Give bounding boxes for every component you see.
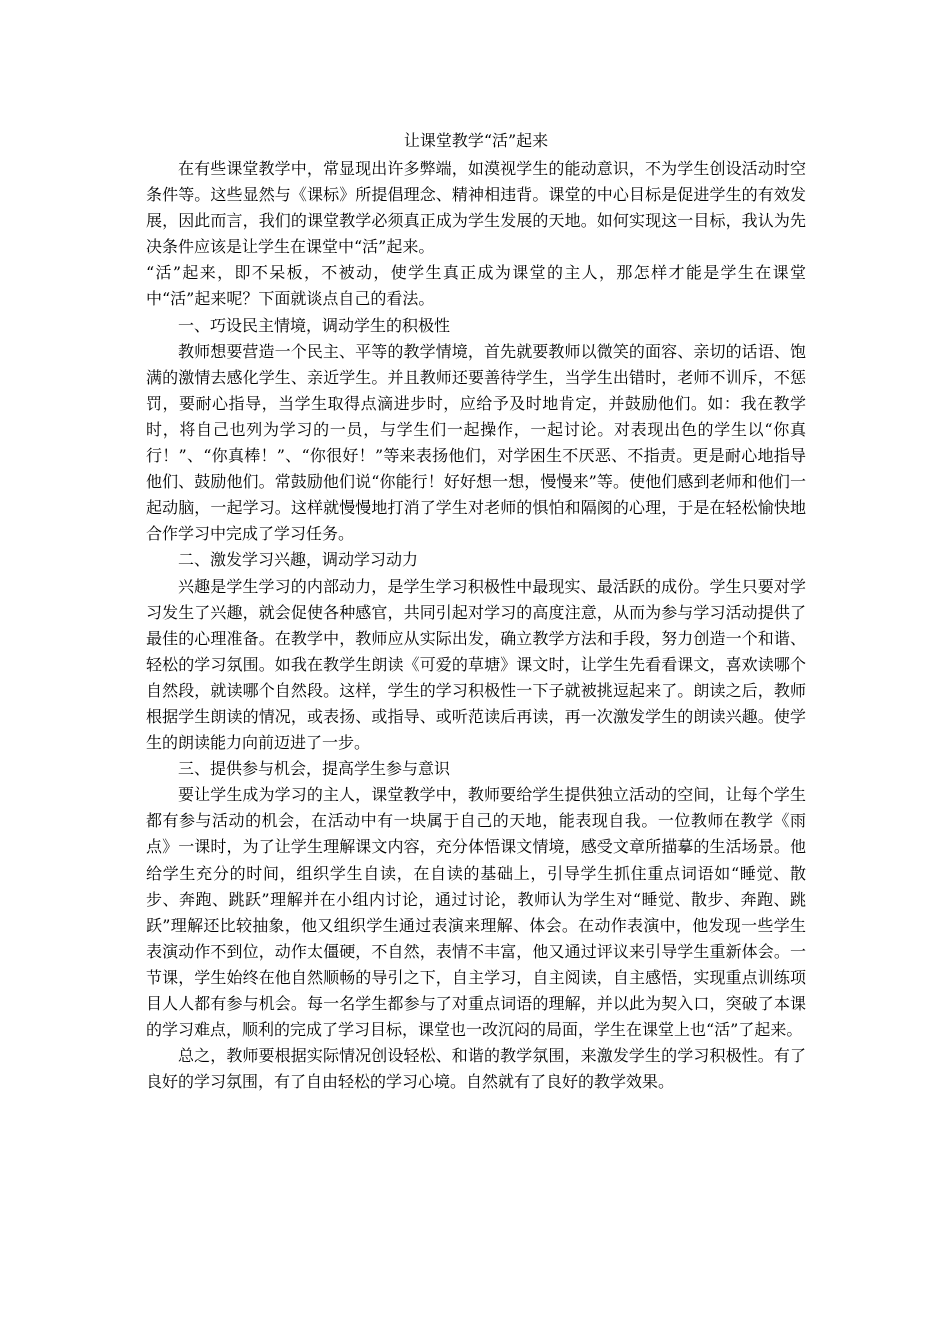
- paragraph: 要让学生成为学习的主人，课堂教学中，教师要给学生提供独立活动的空间，让每个学生都有参与活动的机会，在活动中有一块属于自己的天地，能表现自我。一位教师在教学《雨点》一课时，为了让学生理解课文内容，充分体悟课文情境，感受文章所描摹的生活场景。他给学生充分的时间，组织学生自读，在自读的基础上，引导学生抓住重点词语如“睡觉、散步、奔跑、跳跃”理解并在小组内讨论，通过讨论，教师认为学生对“睡觉、散步、奔跑、跳跃”理解还比较抽象，他又组织学生通过表演来理解、体会。在动作表演中，他发现一些学生表演动作不到位，动作太僵硬，不自然，表情不丰富，他又通过评议来引导学生重新体会。一节课，学生始终在他自然顺畅的导引之下，自主学习，自主阅读，自主感悟，实现重点训练项目人人都有参与机会。每一名学生都参与了对重点词语的理解，并以此为契入口，突破了本课的学习难点，顺利的完成了学习目标，课堂也一改沉闷的局面，学生在课堂上也“活”了起来。: [146, 785, 806, 1040]
- paragraph: 在有些课堂教学中，常显现出许多弊端，如漠视学生的能动意识，不为学生创设活动时空条件等。这些显然与《课标》所提倡理念、精神相违背。课堂的中心目标是促进学生的有效发展，因此而言，我们的课堂教学必须真正成为学生发展的天地。如何实现这一目标，我认为先决条件应该是让学生在课堂中“活”起来。: [146, 159, 806, 257]
- paragraph: 教师想要营造一个民主、平等的教学情境，首先就要教师以微笑的面容、亲切的话语、饱满的激情去感化学生、亲近学生。并且教师还要善待学生，当学生出错时，老师不训斥，不惩罚，要耐心指导，当学生取得点滴进步时，应给予及时地肯定，并鼓励他们。如：我在教学时，将自己也列为学习的一员，与学生们一起操作，一起讨论。对表现出色的学生以“你真行！”、“你真棒！”、“你很好！”等来表扬他们，对学困生不厌恶、不指责。更是耐心地指导他们、鼓励他们。常鼓励他们说“你能行！好好想一想，慢慢来”等。使他们感到老师和他们一起动脑，一起学习。这样就慢慢地打消了学生对老师的惧怕和隔阂的心理，于是在轻松愉快地合作学习中完成了学习任务。: [146, 341, 806, 544]
- paragraph: 兴趣是学生学习的内部动力，是学生学习积极性中最现实、最活跃的成份。学生只要对学习发生了兴趣，就会促使各种感官，共同引起对学习的高度注意，从而为参与学习活动提供了最佳的心理准备。在教学中，教师应从实际出发，确立教学方法和手段，努力创造一个和谐、轻松的学习氛围。如我在教学生朗读《可爱的草塘》课文时，让学生先看看课文，喜欢读哪个自然段，就读哪个自然段。这样，学生的学习积极性一下子就被挑逗起来了。朗读之后，教师根据学生朗读的情况，或表扬、或指导、或听范读后再读，再一次激发学生的朗读兴趣。使学生的朗读能力向前迈进了一步。: [146, 576, 806, 753]
- document-page: [146, 128, 806, 1095]
- paragraph: “活”起来，即不呆板，不被动，使学生真正成为课堂的主人，那怎样才能是学生在课堂中“活”起来呢？下面就谈点自己的看法。: [146, 263, 806, 309]
- document-body: [146, 156, 806, 1095]
- paragraph: 一、巧设民主情境，调动学生的积极性: [178, 315, 451, 335]
- paragraph: 二、激发学习兴趣，调动学习动力: [178, 550, 419, 570]
- paragraph: 总之，教师要根据实际情况创设轻松、和谐的教学氛围，来激发学生的学习积极性。有了良好的学习氛围，有了自由轻松的学习心境。自然就有了良好的教学效果。: [146, 1046, 806, 1092]
- paragraph: 三、提供参与机会，提高学生参与意识: [178, 759, 451, 779]
- document-title: 让课堂教学“活”起来: [403, 131, 549, 150]
